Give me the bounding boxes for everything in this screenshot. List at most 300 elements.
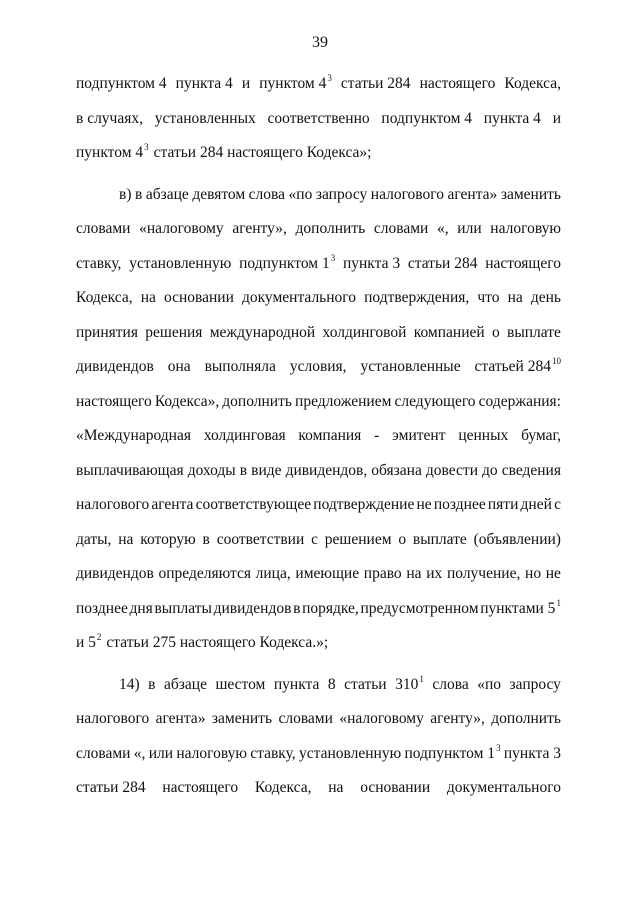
- text-line: [76, 454, 561, 489]
- text-word: [156, 702, 206, 737]
- text-word: [76, 67, 167, 102]
- text-word: [76, 212, 130, 247]
- superscript: 3: [144, 142, 149, 152]
- text-word: [242, 67, 250, 102]
- word-text: даты,: [76, 530, 112, 548]
- text-word: [293, 592, 300, 627]
- text-word: [554, 488, 561, 523]
- word-text: дополнить: [295, 220, 366, 237]
- text-word: [212, 702, 272, 737]
- word-text: подпунктом 1: [404, 744, 496, 762]
- text-word: [289, 178, 313, 213]
- word-text: и 5: [76, 634, 96, 651]
- word-text: следующего: [394, 392, 476, 410]
- word-text: которую: [140, 530, 196, 548]
- word-text: заменить: [500, 185, 561, 203]
- text-word: [76, 247, 121, 282]
- text-word: [302, 592, 359, 627]
- word-text: предусмотренном: [360, 599, 479, 617]
- text-line: [76, 592, 561, 627]
- word-text: агента»: [447, 185, 498, 203]
- word-text: дней: [520, 496, 552, 513]
- text-word: [76, 350, 154, 385]
- text-word: [343, 247, 400, 282]
- text-word: [76, 523, 111, 558]
- word-text: настоящего: [162, 779, 239, 796]
- text-word: [274, 668, 320, 703]
- word-text: установленную: [129, 254, 232, 272]
- text-word: [145, 316, 202, 351]
- text-word: [251, 454, 281, 489]
- text-line: [76, 102, 561, 137]
- word-text: международной: [209, 323, 316, 341]
- text-word: [232, 212, 287, 247]
- word-text: Кодекса,: [76, 289, 133, 306]
- text-word: [525, 557, 541, 592]
- word-text: на: [328, 779, 344, 796]
- word-text: ставку,: [76, 254, 122, 272]
- text-word: [546, 557, 561, 592]
- text-word: [328, 771, 343, 806]
- word-text: Кодекса,: [504, 75, 561, 92]
- word-text: настоящего: [485, 254, 561, 272]
- text-word: [313, 488, 414, 523]
- text-word: [501, 178, 561, 213]
- word-text: выплате: [412, 530, 467, 548]
- word-text: абзаце: [164, 675, 207, 693]
- text-word: [299, 737, 401, 772]
- word-text: 8: [327, 675, 336, 693]
- text-word: [474, 523, 561, 558]
- word-text: Кодекса,: [254, 779, 312, 796]
- text-word: [521, 488, 552, 523]
- document-body: [76, 67, 561, 806]
- text-line: [76, 178, 561, 213]
- text-word: [146, 178, 189, 213]
- text-word: [139, 212, 224, 247]
- text-word: [240, 454, 247, 489]
- word-text: обязана: [371, 461, 422, 479]
- word-text: «налоговому: [339, 710, 424, 727]
- text-word: [484, 102, 541, 137]
- word-text: статьи 284 настоящего Кодекса»;: [153, 144, 372, 161]
- text-word: [148, 668, 155, 703]
- text-word: [395, 668, 424, 703]
- word-text: в: [148, 675, 156, 693]
- word-text: «по: [477, 675, 502, 693]
- word-text: пункта 4: [175, 75, 233, 92]
- text-word: [242, 281, 356, 316]
- word-text: не: [416, 496, 432, 513]
- word-text: дополнить: [222, 392, 292, 410]
- word-text: в: [135, 185, 143, 203]
- word-text: соответственно: [267, 109, 370, 127]
- word-text: с: [311, 530, 318, 548]
- text-word: [256, 557, 291, 592]
- text-line: [76, 67, 561, 102]
- word-text: словами: [76, 220, 131, 237]
- text-word: [149, 737, 173, 772]
- word-text: в: [293, 599, 301, 617]
- word-text: дивидендов: [213, 599, 292, 617]
- text-word: [485, 247, 561, 282]
- word-text: и: [241, 75, 251, 92]
- text-word: [162, 771, 238, 806]
- text-word: [155, 102, 256, 137]
- word-text: выплате: [507, 323, 561, 341]
- word-text: пункта: [273, 675, 320, 693]
- word-text: подтверждение: [313, 496, 415, 513]
- word-text: настоящего: [76, 392, 152, 410]
- text-word: [118, 523, 133, 558]
- text-word: [119, 178, 131, 213]
- text-word: [250, 737, 295, 772]
- word-text: предложением: [295, 392, 392, 410]
- word-text: документального: [446, 779, 561, 796]
- text-word: [502, 454, 561, 489]
- text-word: [76, 771, 146, 806]
- word-text: в): [119, 185, 132, 203]
- word-text: о: [491, 323, 500, 341]
- word-text: содержания:: [478, 392, 561, 410]
- word-text: агента»: [155, 710, 206, 727]
- text-line: [76, 136, 561, 171]
- word-text: выплачивающая: [76, 461, 184, 479]
- text-word: [477, 281, 499, 316]
- text-word: [316, 178, 367, 213]
- text-word: [151, 488, 193, 523]
- text-word: [203, 523, 210, 558]
- text-word: [76, 592, 128, 627]
- word-text: в случаях,: [76, 109, 143, 127]
- text-word: [255, 771, 312, 806]
- word-text: пункта 3: [342, 254, 401, 272]
- text-word: [408, 247, 478, 282]
- word-text: дополнить: [491, 710, 561, 727]
- text-word: [477, 668, 501, 703]
- text-word: [360, 350, 460, 385]
- text-word: [392, 419, 445, 454]
- text-word: [398, 523, 406, 558]
- text-line: [76, 350, 561, 385]
- text-word: [339, 702, 424, 737]
- text-word: [364, 281, 469, 316]
- word-text: или: [148, 744, 174, 762]
- word-text: подпунктом 1: [239, 254, 330, 272]
- text-word: [76, 102, 143, 137]
- word-text: 14): [119, 675, 140, 693]
- text-word: [164, 668, 207, 703]
- word-text: что: [477, 289, 500, 306]
- word-text: статьи 284: [76, 779, 146, 796]
- word-text: в: [202, 530, 210, 548]
- text-word: [239, 247, 335, 282]
- text-word: [76, 488, 149, 523]
- text-word: [341, 67, 411, 102]
- word-text: «,: [133, 744, 146, 762]
- text-word: [204, 419, 286, 454]
- text-word: [176, 67, 233, 102]
- word-text: подпунктом 4: [381, 109, 473, 127]
- text-word: [507, 316, 561, 351]
- word-text: дивидендов,: [285, 461, 368, 479]
- word-text: определяются: [158, 565, 251, 582]
- text-word: [140, 523, 195, 558]
- text-line: [76, 626, 561, 661]
- text-word: [259, 67, 332, 102]
- word-text: статьей 284: [474, 358, 551, 375]
- word-text: дивидендов: [76, 565, 154, 582]
- text-word: [404, 737, 500, 772]
- text-word: [76, 454, 184, 489]
- word-text: ценных: [458, 427, 509, 444]
- word-text: запросу: [315, 185, 368, 203]
- text-word: [553, 102, 561, 137]
- word-text: холдинговая: [203, 427, 286, 444]
- word-text: соответствии: [216, 530, 305, 548]
- word-text: основании: [360, 779, 431, 796]
- text-word: [381, 102, 472, 137]
- text-word: [448, 178, 498, 213]
- text-word: [420, 67, 496, 102]
- word-text: статьи 284: [340, 75, 411, 92]
- word-text: -: [374, 427, 380, 444]
- word-text: решения: [145, 323, 203, 341]
- word-text: холдинговой: [322, 323, 407, 341]
- text-word: [371, 454, 422, 489]
- text-word: [395, 385, 476, 420]
- word-text: пунктом 4: [259, 75, 327, 92]
- text-word: [482, 454, 498, 489]
- word-text: статьи 275 настоящего Кодекса.»;: [106, 634, 329, 651]
- text-word: [215, 668, 265, 703]
- word-text: дивидендов: [76, 358, 154, 375]
- superscript: 3: [496, 742, 501, 753]
- text-word: [290, 350, 347, 385]
- text-word: [196, 488, 312, 523]
- text-word: [217, 523, 305, 558]
- text-line: [76, 523, 561, 558]
- text-word: [491, 702, 561, 737]
- word-text: установленную: [298, 744, 402, 762]
- word-text: получение,: [446, 565, 521, 582]
- word-text: «налоговому: [139, 220, 224, 237]
- word-text: установленных: [154, 109, 256, 127]
- word-text: «по: [288, 185, 313, 203]
- word-text: налогового: [76, 710, 150, 727]
- text-word: [76, 419, 191, 454]
- text-word: [134, 737, 146, 772]
- word-text: на: [118, 530, 134, 548]
- word-text: словами: [76, 744, 131, 762]
- text-word: [76, 737, 130, 772]
- word-text: бумаг,: [521, 427, 561, 444]
- word-text: пункта 3: [503, 744, 561, 762]
- text-line: [76, 247, 561, 282]
- text-word: [76, 557, 154, 592]
- text-word: [298, 419, 361, 454]
- text-word: [504, 67, 561, 102]
- superscript: 1: [419, 673, 424, 684]
- word-text: но: [525, 565, 542, 582]
- text-word: [508, 281, 523, 316]
- word-text: в: [239, 461, 248, 479]
- text-word: [417, 488, 432, 523]
- text-word: [295, 557, 359, 592]
- text-word: [488, 488, 519, 523]
- word-text: настоящего: [419, 75, 496, 92]
- word-text: Кодекса»,: [154, 392, 220, 410]
- text-word: [504, 737, 561, 772]
- text-word: [192, 178, 245, 213]
- word-text: выплаты: [154, 599, 212, 617]
- text-word: [76, 626, 101, 661]
- text-word: [296, 212, 366, 247]
- word-text: доходы: [187, 461, 236, 479]
- text-word: [374, 212, 428, 247]
- word-text: порядке,: [302, 599, 359, 617]
- word-text: позднее: [76, 599, 128, 617]
- word-text: виде: [251, 461, 282, 479]
- text-word: [492, 316, 500, 351]
- word-text: лица,: [255, 565, 291, 582]
- text-word: [413, 523, 467, 558]
- text-line: [76, 737, 561, 772]
- text-word: [479, 385, 561, 420]
- word-text: запросу: [509, 675, 561, 693]
- word-text: эмитент: [392, 427, 446, 444]
- word-text: агенту»,: [430, 710, 485, 727]
- text-word: [360, 592, 478, 627]
- superscript: 3: [330, 252, 336, 263]
- word-text: на: [140, 289, 156, 306]
- word-text: довести: [425, 461, 478, 479]
- text-word: [447, 771, 561, 806]
- text-word: [414, 316, 485, 351]
- text-word: [457, 212, 481, 247]
- text-word: [426, 557, 442, 592]
- text-word: [278, 702, 332, 737]
- word-text: позднее: [433, 496, 486, 513]
- word-text: подтверждения,: [364, 289, 470, 306]
- word-text: «,: [437, 220, 449, 237]
- word-text: с: [554, 496, 561, 513]
- word-text: на: [406, 565, 422, 582]
- word-text: выполняла: [204, 358, 276, 375]
- word-text: абзаце: [145, 185, 189, 203]
- text-word: [176, 737, 247, 772]
- word-text: основании: [163, 289, 234, 306]
- word-text: 310: [395, 675, 419, 693]
- text-word: [154, 592, 211, 627]
- word-text: не: [545, 565, 561, 582]
- word-text: о: [398, 530, 407, 548]
- word-text: пунктом 4: [76, 144, 144, 161]
- word-text: компания: [298, 427, 362, 444]
- word-text: налогового: [76, 496, 150, 513]
- word-text: пяти: [487, 496, 519, 513]
- word-text: статьи: [344, 675, 387, 693]
- word-text: налоговую: [490, 220, 561, 237]
- text-word: [155, 385, 219, 420]
- text-word: [249, 178, 285, 213]
- word-text: их: [426, 565, 443, 582]
- text-word: [371, 178, 444, 213]
- word-text: словами: [278, 710, 333, 727]
- superscript: 2: [96, 632, 102, 642]
- text-word: [406, 557, 421, 592]
- text-word: [76, 702, 149, 737]
- word-text: сведения: [501, 461, 561, 479]
- text-word: [437, 212, 449, 247]
- word-text: «Международная: [76, 427, 191, 444]
- text-word: [286, 454, 368, 489]
- word-text: подпунктом 4: [76, 75, 167, 92]
- text-word: [130, 592, 153, 627]
- text-word: [323, 316, 407, 351]
- word-text: словами: [373, 220, 429, 237]
- text-word: [76, 281, 133, 316]
- text-word: [222, 385, 292, 420]
- text-word: [188, 454, 236, 489]
- word-text: дня: [129, 599, 153, 617]
- text-line: [76, 385, 561, 420]
- word-text: заменить: [211, 710, 273, 727]
- text-word: [364, 557, 402, 592]
- word-text: налогового: [370, 185, 444, 203]
- word-text: право: [363, 565, 402, 582]
- word-text: агента: [151, 496, 194, 513]
- word-text: соответствующее: [195, 496, 312, 513]
- word-text: статьи 284: [407, 254, 478, 272]
- text-line: [76, 316, 561, 351]
- word-text: день: [530, 289, 561, 306]
- text-word: [154, 136, 372, 171]
- text-word: [164, 281, 234, 316]
- text-word: [76, 136, 149, 171]
- text-word: [325, 523, 392, 558]
- word-text: пункта 4: [483, 109, 541, 127]
- text-word: [510, 668, 561, 703]
- text-word: [430, 702, 485, 737]
- word-text: решением: [324, 530, 392, 548]
- word-text: установленные: [360, 358, 461, 375]
- text-word: [268, 102, 370, 137]
- text-word: [480, 592, 561, 627]
- word-text: документального: [241, 289, 357, 306]
- text-word: [135, 178, 142, 213]
- text-line: [76, 488, 561, 523]
- word-text: пунктами 5: [480, 599, 556, 617]
- page-number: 39: [312, 34, 328, 51]
- text-line: [76, 771, 561, 806]
- text-word: [76, 316, 138, 351]
- text-word: [119, 668, 140, 703]
- superscript: 1: [556, 597, 561, 608]
- word-text: шестом: [215, 675, 266, 693]
- word-text: она: [167, 358, 191, 375]
- text-word: [521, 419, 561, 454]
- word-text: агенту»,: [232, 220, 287, 237]
- superscript: 3: [327, 73, 332, 83]
- text-line: [76, 702, 561, 737]
- text-line: [76, 419, 561, 454]
- word-text: на: [507, 289, 523, 306]
- text-line: [76, 281, 561, 316]
- text-word: [168, 350, 191, 385]
- word-text: условия,: [289, 358, 347, 375]
- text-word: [490, 212, 561, 247]
